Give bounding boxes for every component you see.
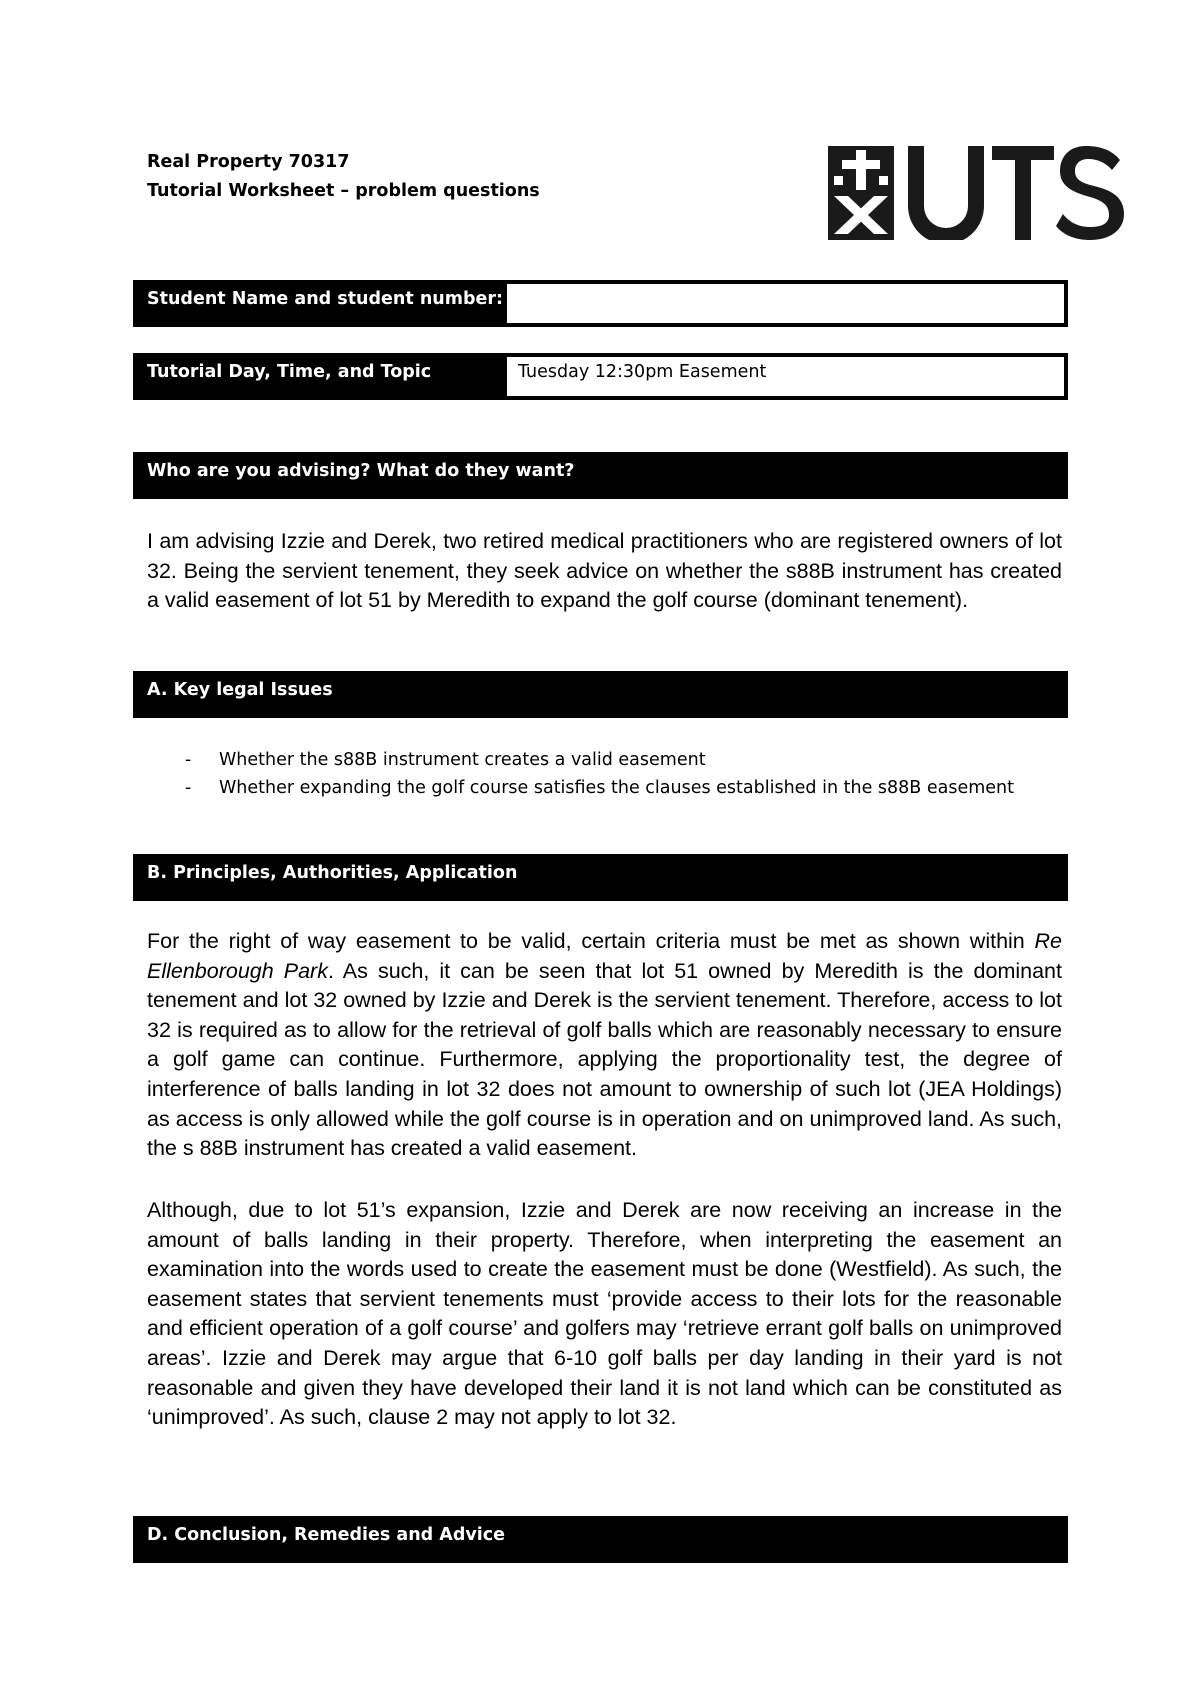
advising-paragraph: I am advising Izzie and Derek, two retired medical practitioners who are registered owners of lot 32. Being the servient tenement, they seek advice on whether the s88B instrument has created a valid easement of lot 51 by Meredith to expand the golf course (dominant tenement).	[147, 529, 1062, 613]
list-item: - Whether the s88B instrument creates a valid easement	[185, 746, 1065, 774]
issues-list	[185, 746, 1065, 802]
uts-emblem-icon	[828, 146, 894, 240]
principles-paragraph-2: Although, due to lot 51’s expansion, Izzie and Derek are now receiving an increase in the amount of balls landing in their property. Therefore, when interpreting the easement an examination into the words used to create the easement must be done (Westfield). As such, the easement states that servient tenements must ‘provide access to their lots for the reasonable and efficient operation of a golf course’ and golfers may ‘retrieve errant golf balls on unimproved areas’. Izzie and Derek may argue that 6-10 golf balls per day landing in their yard is not reasonable and given they have developed their land it is not land which can be constituted as ‘unimproved’. As such, clause 2 may not apply to lot 32.	[147, 1198, 1062, 1430]
tutorial-row	[133, 353, 1068, 400]
student-input[interactable]	[506, 283, 1065, 324]
course-title: Real Property 70317	[147, 152, 350, 172]
document-header	[147, 148, 540, 206]
tutorial-label: Tutorial Day, Time, and Topic	[147, 362, 432, 382]
uts-wordmark	[908, 146, 1124, 240]
principles-paragraph-1	[147, 927, 1062, 1164]
case-name: Re Ellenborough Park	[147, 929, 1062, 983]
issues-heading: A. Key legal Issues	[133, 671, 1068, 718]
uts-logo	[828, 146, 1124, 240]
worksheet-subtitle: Tutorial Worksheet – problem questions	[147, 181, 540, 201]
student-row	[133, 280, 1068, 327]
principles-heading: B. Principles, Authorities, Application	[133, 854, 1068, 901]
tutorial-input[interactable]: Tuesday 12:30pm Easement	[506, 356, 1065, 397]
student-label: Student Name and student number:	[147, 289, 504, 309]
p1-rest: . As such, it can be seen that lot 51 owned by Meredith is the dominant tenement and lot 32 owned by Izzie and Derek is the servient tenement. Therefore, access to lot 32 is required as to allow for the retrieval of golf balls which are reasonably necessary to ensure a golf game can continue. Furthermore, applying the proportionality test, the degree of interference of balls landing in lot 32 does not amount to ownership of such lot (JEA Holdings) as access is only allowed while the golf course is in operation and on unimproved land. As such, the s 88B instrument has created a valid easement.	[147, 958, 1062, 1161]
advising-heading: Who are you advising? What do they want?	[133, 452, 1068, 499]
conclusion-heading: D. Conclusion, Remedies and Advice	[133, 1516, 1068, 1563]
p1-intro: For the right of way easement to be valid, certain criteria must be met as shown within	[147, 929, 1035, 953]
list-item: - Whether expanding the golf course satisfies the clauses established in the s88B easement	[185, 774, 1065, 802]
